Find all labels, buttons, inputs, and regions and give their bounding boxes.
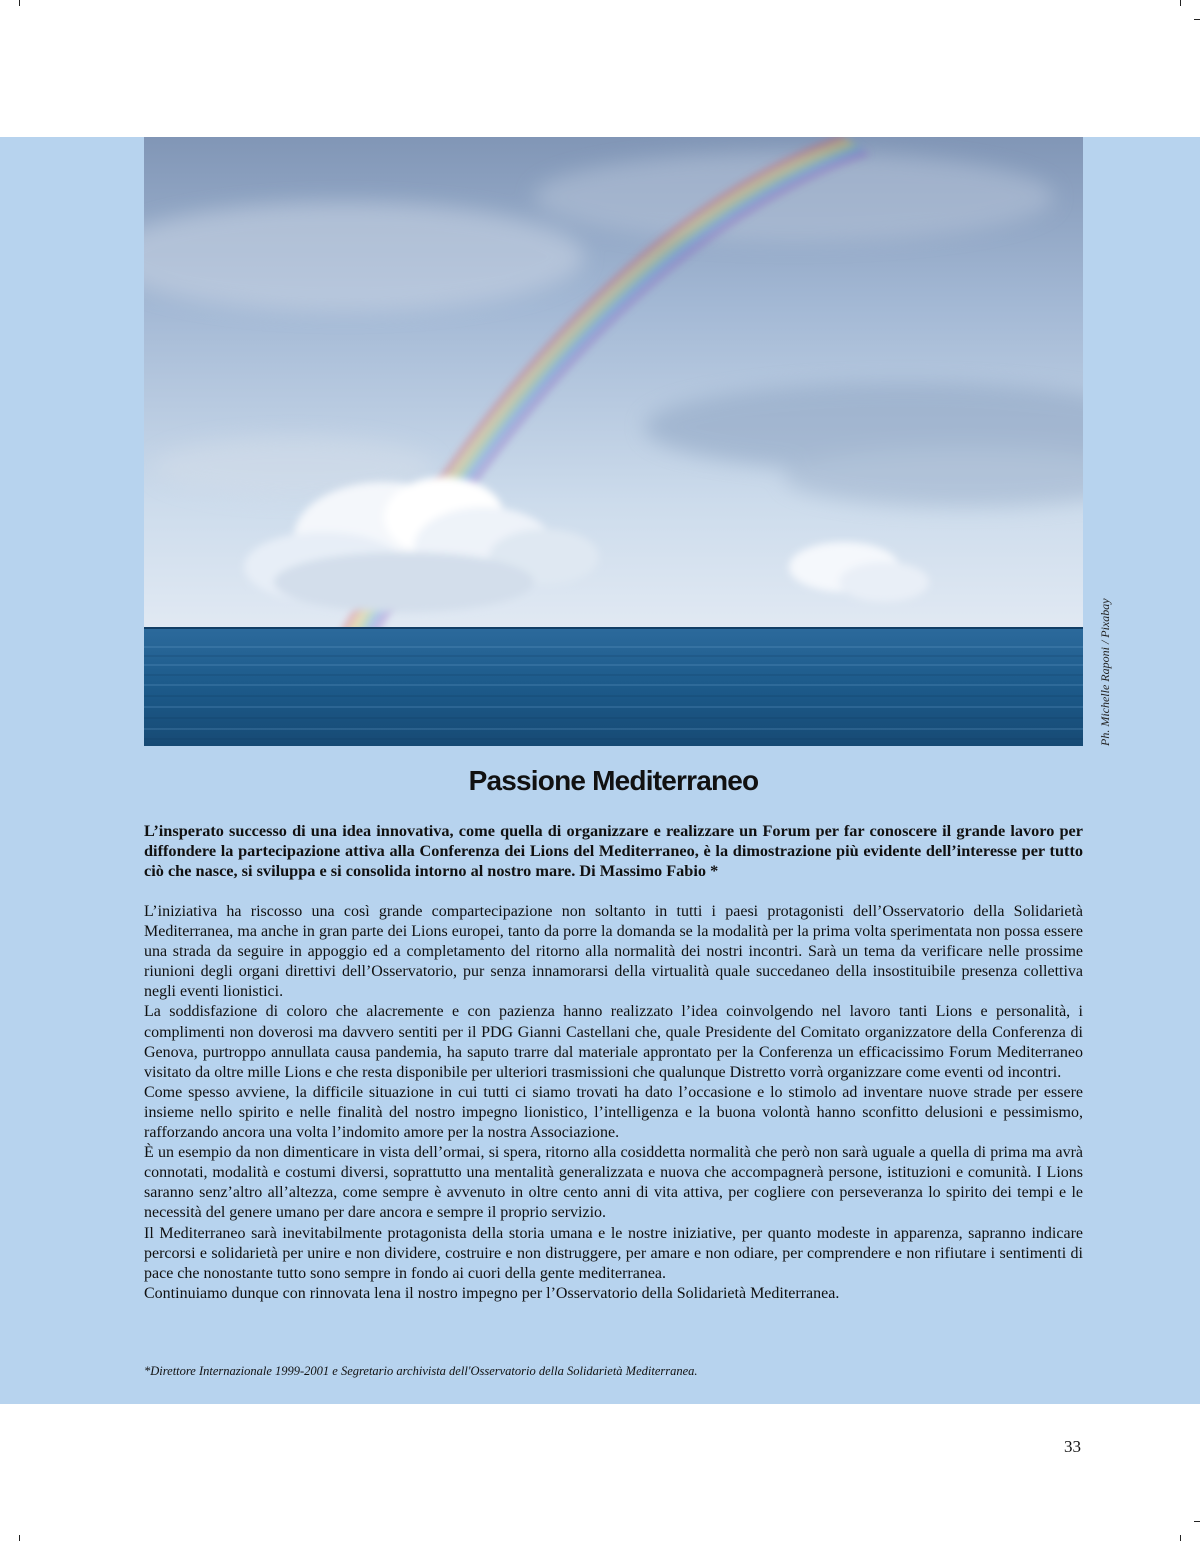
author-footnote: *Direttore Internazionale 1999-2001 e Segretario archivista dell'Osservatorio della Solidarietà Mediterranea. [144,1364,698,1378]
article-lead: L’insperato successo di una idea innovativa, come quella di organizzare e realizzare un Forum per far conoscere il grande lavoro per diffondere la partecipazione attiva alla Conferenza dei Lions del Mediterraneo, è la dimostrazione più evidente dell’interesse per tutto ciò che nasce, si sviluppa e si consolida intorno al nostro mare. Di Massimo Fabio * [144,821,1083,880]
body-paragraph: L’iniziativa ha riscosso una così grande compartecipazione non soltanto in tutti i paesi protagonisti dell’Osservatorio della Solidarietà Mediterranea, ma anche in gran parte dei Lions europei, tanto da porre la domanda se la modalità per la prima volta sperimentata non possa essere una strada da seguire in appoggio ed a completamento del ritorno alla normalità dei nostri incontri. Sarà un tema da verificare nelle prossime riunioni degli organi direttivi dell’Osservatorio, pur senza innamorarsi della virtualità quale succedaneo della insostituibile presenza collettiva negli eventi lionistici. [144,903,1083,1001]
body-paragraph: Come spesso avviene, la difficile situazione in cui tutti ci siamo trovati ha dato l’occasione e lo stimolo ad inventare nuove strade per essere insieme nello spirito e nelle finalità del nostro impegno lionistico, l’intelligenza e la buona volontà hanno sconfitto delusioni e pessimismo, rafforzando ancora una volta l’indomito amore per la nostra Associazione. [144,1083,1083,1142]
body-paragraph: Il Mediterraneo sarà inevitabilmente protagonista della storia umana e le nostre iniziative, per quanto modeste in apparenza, sapranno indicare percorsi e solidarietà per unire e non dividere, costruire e non distruggere, per amare e non odiare, per comprendere e non rifiutare i sentimenti di pace che nonostante tutto sono sempre in fondo ai cuori della gente mediterranea. [144,1224,1083,1282]
page-number: 33 [1064,1437,1081,1456]
crop-mark [1180,1535,1181,1541]
crop-mark [1194,19,1200,20]
article-title: Passione Mediterraneo [468,765,759,796]
rainbow-over-sea-image [144,137,1083,746]
body-paragraph: È un esempio da non dimenticare in vista dell’ormai, si spera, ritorno alla cosiddetta normalità che però non sarà uguale a quella di prima ma avrà connotati, modalità e costumi diversi, soprattutto una mentalità generalizzata e nuova che accompagnerà persone, istituzioni e comunità. I Lions saranno senz’altro all’altezza, come sempre è avvenuto in oltre cento anni di vita attiva, per cogliere con perseveranza lo spirito dei tempi e le necessità del genere umano per dare ancora e sempre il proprio servizio. [144,1144,1083,1222]
article-body [144,902,1083,1304]
crop-mark [19,0,20,6]
crop-mark [19,1535,20,1541]
crop-mark [1194,1521,1200,1522]
crop-mark [1180,0,1181,6]
body-paragraph: Continuiamo dunque con rinnovata lena il nostro impegno per l’Osservatorio della Solidarietà Mediterranea. [144,1284,840,1302]
body-paragraph: La soddisfazione di coloro che alacremente e con pazienza hanno realizzato l’idea coinvolgendo nel lavoro tanti Lions e personalità, i complimenti non doverosi ma davvero sentiti per il PDG Gianni Castellani che, quale Presidente del Comitato organizzatore della Conferenza di Genova, purtroppo annullata causa pandemia, ha saputo trarre dal materiale approntato per la Conferenza un efficacissimo Forum Mediterraneo visitato da oltre mille Lions e che resta disponibile per ulteriori trasmissioni che qualunque Distretto vorrà organizzare come eventi od incontri. [144,1003,1083,1081]
photo-credit: Ph. Michelle Raponi / Pixabay [1098,598,1112,746]
